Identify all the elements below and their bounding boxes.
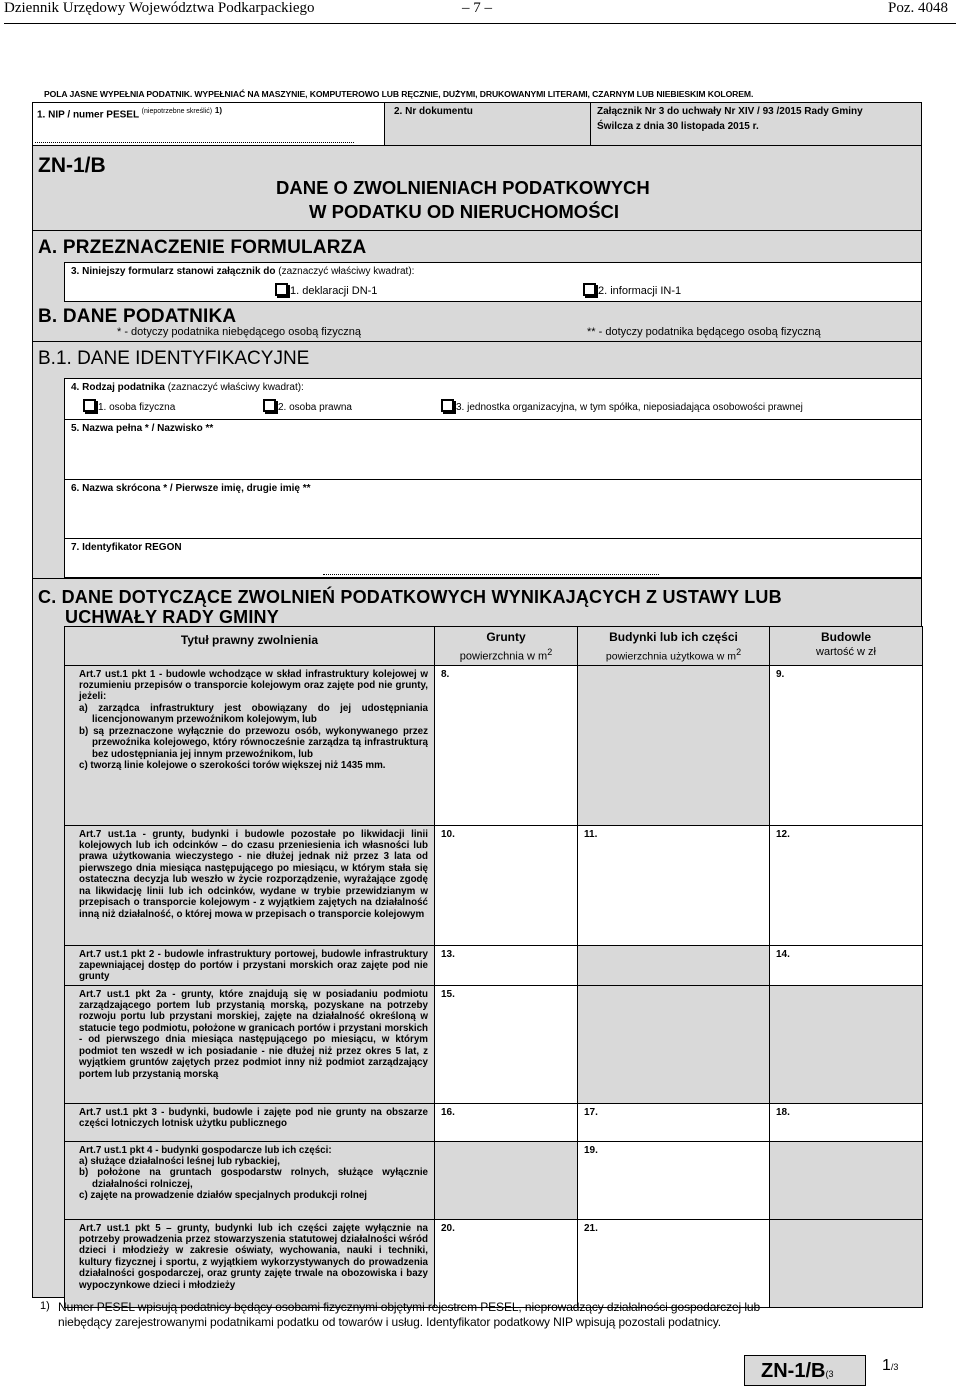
field-7-label: 7. Identyfikator REGON <box>71 542 182 553</box>
option-organizational-unit[interactable]: 3. jednostka organizacyjna, w tym spółka, nieposiadająca osobowości prawnej <box>441 399 803 413</box>
section-b1-divider <box>33 341 921 342</box>
legal-title-paragraph: b) są przeznaczone wyłącznie do przewozu osób, wykonywanego przez przewoźnika kolejowego, który równocześnie zarządza tą infrastrukturą bez udostępniania jej innym przewoźnikom, lub <box>79 725 428 760</box>
legal-title-paragraph: Art.7 ust.1 pkt 5 – grunty, budynki lub ich części zajęte wyłącznie na potrzeby prowadzenia przez stowarzyszenia statutowej działalności wśród dzieci i młodzieży w zakresie oświaty, wychowania, nauki i techniki, kultury fizycznej i sportu, z wyjątkiem wykorzystywanych do prowadzenia działalności gospodarczej, oraz grunty zajęte trwale na obozowiska i bazy wypoczynkowe dzieci i młodzieży <box>79 1222 428 1291</box>
checkbox-icon[interactable] <box>83 399 96 412</box>
note-legal-person: * - dotyczy podatnika niebędącego osobą fizyczną <box>117 326 361 338</box>
legal-title-paragraph: Art.7 ust.1 pkt 2a - grunty, które znajdują się w posiadaniu podmiotu zarządzającego portem lub przystanią morską, pozyskane na potrzeby rozwoju portu lub przystani morskiej, zajęte na działalność określoną w statucie tego podmiotu, położone w granicach portów i przystani morskich - od pierwszego dnia miesiąca następującego po miesiącu, w którym podmiot ten wszedł w ich posiadanie - nie dłużej niż przez okres 5 lat, z wyjątkiem gruntów zajętych przez podmiot inny niż podmiot zarządzający portem lub przystanią morską <box>79 988 428 1080</box>
attachment-note <box>592 103 921 145</box>
building-area-cell <box>578 945 770 985</box>
nip-dotted-line <box>35 142 354 143</box>
legal-title-cell <box>65 1141 435 1219</box>
legal-title-paragraph: b) położone na gruntach gospodarstw rolnych, służące wyłącznie działalności rolniczej, <box>79 1167 428 1190</box>
field-4-note: (zaznaczyć właściwy kwadrat): <box>167 382 304 393</box>
land-area-cell[interactable] <box>435 945 578 985</box>
section-b-title: B. DANE PODATNIKA <box>38 306 237 327</box>
building-area-cell[interactable] <box>578 1219 770 1307</box>
nip-note: (niepotrzebne skreślić) <box>141 108 213 115</box>
checkbox-icon[interactable] <box>275 283 288 296</box>
table-row <box>65 1219 923 1307</box>
exemption-rows <box>65 665 923 1307</box>
field-number: 11. <box>584 828 598 840</box>
option-declaration-dn1[interactable]: 1. deklaracji DN-1 <box>275 283 377 297</box>
building-area-cell[interactable] <box>578 825 770 945</box>
legal-title-cell <box>65 985 435 1103</box>
field-3-note: (zaznaczyć właściwy kwadrat): <box>278 266 415 277</box>
form-title-line-1: DANE O ZWOLNIENIACH PODATKOWYCH <box>276 177 650 198</box>
table-row <box>65 1141 923 1219</box>
building-area-cell[interactable] <box>578 1103 770 1141</box>
field-number: 13. <box>441 948 455 960</box>
header-legal-title: Tytuł prawny zwolnienia <box>65 627 435 666</box>
journal-header <box>4 0 956 24</box>
land-area-cell[interactable] <box>435 1219 578 1307</box>
footer-page: 1 <box>882 1357 891 1374</box>
legal-title-cell <box>65 1219 435 1307</box>
field-3-label: 3. Niniejszy formularz stanowi załącznik do <box>71 266 276 277</box>
section-a-title: A. PRZEZNACZENIE FORMULARZA <box>38 237 367 258</box>
field-4-taxpayer-type <box>64 378 922 420</box>
land-area-cell[interactable] <box>435 1103 578 1141</box>
structure-value-cell <box>770 985 923 1103</box>
option-natural-person[interactable]: 1. osoba fizyczna <box>83 399 175 413</box>
structure-value-cell <box>770 1219 923 1307</box>
checkbox-icon[interactable] <box>263 399 276 412</box>
attachment-line-1: Załącznik Nr 3 do uchwały Nr XIV / 93 /2015 Rady Gminy <box>597 106 863 117</box>
field-number: 8. <box>441 668 450 680</box>
regon-dotted-line <box>323 574 659 575</box>
checkbox-icon[interactable] <box>441 399 454 412</box>
field-number: 21. <box>584 1222 598 1234</box>
footer-code-sub: (3 <box>825 1369 834 1379</box>
footer-page-sub: /3 <box>890 1362 899 1372</box>
page-number: – 7 – <box>462 0 492 16</box>
nip-field[interactable] <box>33 103 385 145</box>
form-header <box>32 146 922 230</box>
field-number: 20. <box>441 1222 455 1234</box>
document-number-label: 2. Nr dokumentu <box>394 106 473 117</box>
footer-page-box <box>865 1355 922 1386</box>
legal-title-paragraph: a) zarządca infrastruktury jest obowiązany do jej udostępniania licencjonowanym przewoźnikom kolejowym, lub <box>79 702 428 726</box>
field-number: 15. <box>441 988 455 1000</box>
field-4-label: 4. Rodzaj podatnika <box>71 382 165 393</box>
table-row <box>65 1103 923 1141</box>
field-6-label: 6. Nazwa skrócona * / Pierwsze imię, drugie imię ** <box>71 483 311 494</box>
nip-footnote-ref: 1) <box>214 106 222 115</box>
field-number: 12. <box>776 828 790 840</box>
attachment-line-2: Świlcza z dnia 30 listopada 2015 r. <box>597 121 759 132</box>
field-6-short-name[interactable] <box>64 479 922 539</box>
field-number: 18. <box>776 1106 790 1118</box>
field-number: 17. <box>584 1106 598 1118</box>
fill-instruction: POLA JASNE WYPEŁNIA PODATNIK. WYPEŁNIAĆ NA MASZYNIE, KOMPUTEROWO LUB RĘCZNIE, DUŻYMI, DRUKOWANYMI LITERAMI, CZARNYM LUB NIEBIESKIM KOLOREM. <box>44 89 754 99</box>
legal-title-paragraph: Art.7 ust.1a - grunty, budynki i budowle pozostałe po likwidacji linii kolejowych lub ich odcinków – do czasu przeniesienia ich własności lub prawa użytkowania wieczystego - nie dłużej jednak niż przez 3 lata od pierwszego dnia miesiąca następującego po miesiącu, w którym stała się ostateczna decyzja lub weszło w życie rozporządzenie, wyrażające zgodę na likwidację linii lub ich odcinków, wydane w trybie przewidzianym w przepisach o transporcie kolejowym - z wyjątkiem zajętych na działalność inną niż działalność, o której mowa w przepisach o transporcie kolejowym <box>79 828 428 920</box>
option-information-in1[interactable]: 2. informacji IN-1 <box>583 283 681 297</box>
note-natural-person: ** - dotyczy podatnika będącego osobą fizyczną <box>587 326 821 338</box>
section-c-title-line-1: C. DANE DOTYCZĄCE ZWOLNIEŃ PODATKOWYCH WYNIKAJĄCYCH Z USTAWY LUB <box>38 587 782 607</box>
header-land: Grunty powierzchnia w $m^2$ <box>435 627 578 666</box>
structure-value-cell[interactable] <box>770 825 923 945</box>
footer-code: ZN-1/B <box>761 1360 826 1382</box>
legal-title-paragraph: Art.7 ust.1 pkt 4 - budynki gospodarcze lub ich części: <box>79 1144 332 1156</box>
field-5-full-name[interactable] <box>64 419 922 480</box>
checkbox-icon[interactable] <box>583 283 596 296</box>
field-number: 19. <box>584 1144 598 1156</box>
legal-title-paragraph: Art.7 ust.1 pkt 2 - budowle infrastruktury portowej, budowle infrastruktury zapewniającej dostęp do portów i przystani morskich oraz zajęte pod nie grunty <box>79 948 428 983</box>
field-number: 16. <box>441 1106 455 1118</box>
header-buildings: Budynki lub ich części powierzchnia użytkowa w $m^2$ <box>578 627 770 666</box>
document-number-field <box>386 103 591 145</box>
position-number: Poz. 4048 <box>888 0 948 16</box>
footnote-line-2: niebędący zarejestrowanymi podatnikami podatku od towarów i usług. Identyfikator podatkowy NIP wpisują pozostali podatnicy. <box>58 1315 721 1329</box>
field-3-purpose <box>64 262 922 302</box>
form-code: ZN-1/B <box>38 154 106 177</box>
journal-title: Dziennik Urzędowy Województwa Podkarpackiego <box>4 0 315 16</box>
footnote-marker: 1) <box>40 1300 50 1312</box>
building-area-cell <box>578 665 770 825</box>
field-number: 14. <box>776 948 790 960</box>
legal-title-paragraph: Art.7 ust.1 pkt 3 - budynki, budowle i zajęte pod nie grunty na obszarze części lotniczych lotnisk użytku publicznego <box>79 1106 428 1130</box>
footnote-line-1: Numer PESEL wpisują podatnicy będący osobami fizycznymi objętymi rejestrem PESEL, nieprowadzący działalności gospodarczej lub <box>58 1300 761 1314</box>
structure-value-cell <box>770 1141 923 1219</box>
building-area-cell <box>578 985 770 1103</box>
field-7-regon[interactable] <box>64 538 922 578</box>
header-structures: Budowle wartość w zł <box>770 627 923 666</box>
land-area-cell[interactable] <box>435 985 578 1103</box>
structure-value-cell[interactable] <box>770 945 923 985</box>
legal-title-paragraph: c) zajęte na prowadzenie działów specjalnych produkcji rolnej <box>79 1190 367 1202</box>
legal-title-cell <box>65 825 435 945</box>
table-row <box>65 665 923 825</box>
legal-title-paragraph: c) tworzą linie kolejowe o szerokości torów większej niż 1435 mm. <box>79 759 386 771</box>
exemptions-table <box>64 626 923 1308</box>
section-c-title-line-2: UCHWAŁY RADY GMINY <box>65 607 279 627</box>
legal-title-cell <box>65 945 435 985</box>
legal-title-cell <box>65 1103 435 1141</box>
footer-form-code <box>744 1355 922 1386</box>
field-5-label: 5. Nazwa pełna * / Nazwisko ** <box>71 423 214 434</box>
legal-title-paragraph: Art.7 ust.1 pkt 1 - budowle wchodzące w skład infrastruktury kolejowej w rozumieniu przepisów o transporcie kolejowym oraz zajęte pod nie grunty, jeżeli: <box>79 668 428 703</box>
structure-value-cell[interactable] <box>770 665 923 825</box>
structure-value-cell[interactable] <box>770 1103 923 1141</box>
field-number: 9. <box>776 668 785 680</box>
option-legal-person[interactable]: 2. osoba prawna <box>263 399 352 413</box>
section-b1-title: B.1. DANE IDENTYFIKACYJNE <box>38 348 310 369</box>
land-area-cell <box>435 1141 578 1219</box>
land-area-cell[interactable] <box>435 825 578 945</box>
form-title-line-2: W PODATKU OD NIERUCHOMOŚCI <box>309 201 620 222</box>
land-area-cell[interactable] <box>435 665 578 825</box>
table-row <box>65 985 923 1103</box>
legal-title-paragraph: a) służące działalności leśnej lub rybackiej, <box>79 1156 280 1168</box>
nip-label: 1. NIP / numer PESEL <box>37 109 139 121</box>
field-number: 10. <box>441 828 455 840</box>
legal-title-cell <box>65 665 435 825</box>
building-area-cell[interactable] <box>578 1141 770 1219</box>
table-row <box>65 825 923 945</box>
table-row <box>65 945 923 985</box>
